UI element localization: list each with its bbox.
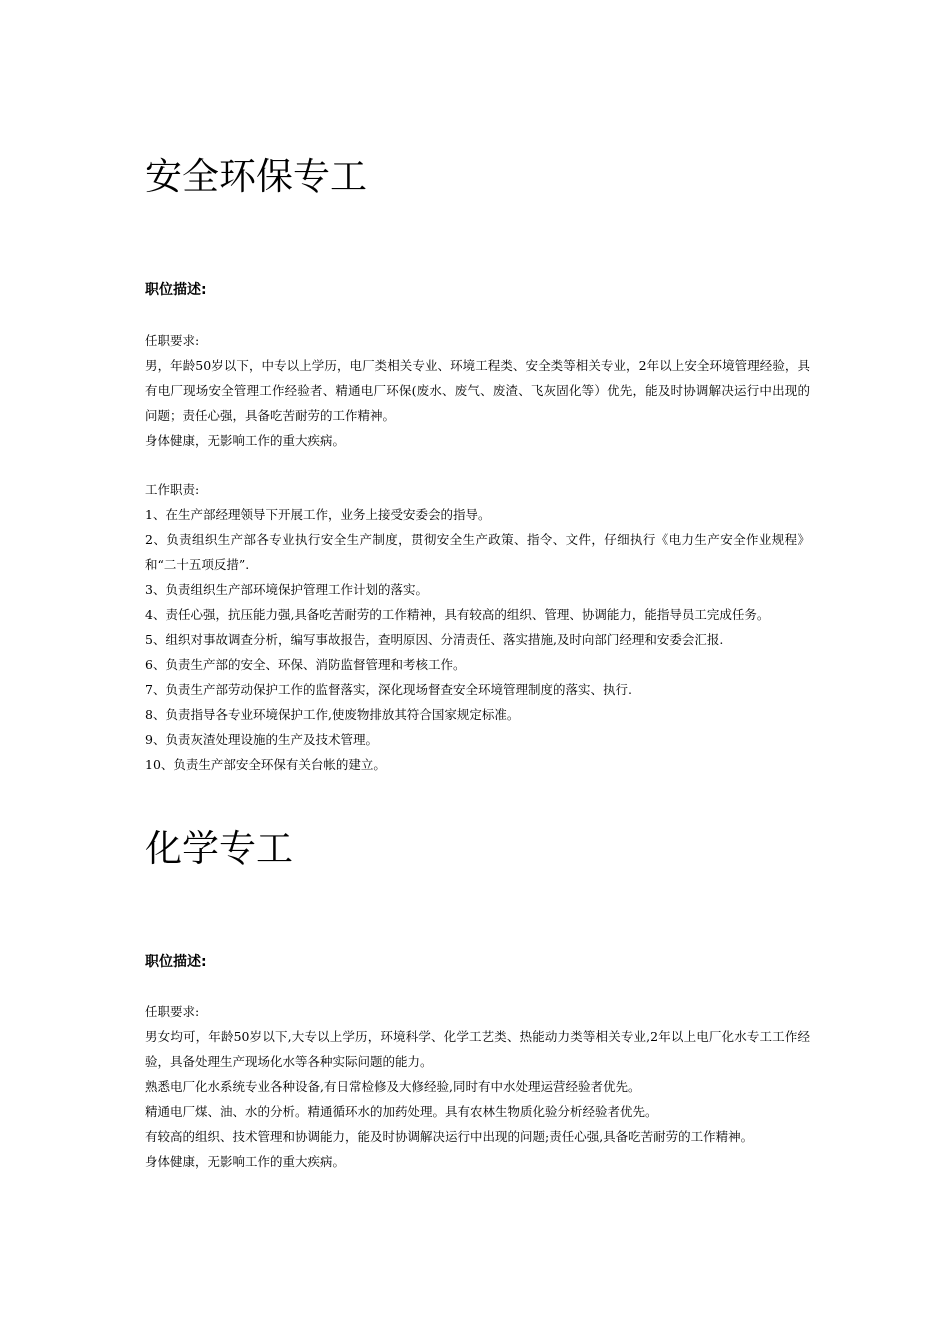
job-section-safety xyxy=(145,155,810,772)
job-title: 安全环保专工 xyxy=(145,155,367,198)
job-title: 化学专工 xyxy=(145,827,293,870)
job-description-heading: 职位描述: xyxy=(145,954,207,970)
requirements-label: 任职要求: xyxy=(145,1004,200,1019)
duty-item: 6、负责生产部的安全、环保、消防监督管理和考核工作。 xyxy=(145,657,466,672)
duty-item: 7、负责生产部劳动保护工作的监督落实，深化现场督查安全环境管理制度的落实、执行. xyxy=(145,682,632,697)
duty-item: 9、负责灰渣处理设施的生产及技术管理。 xyxy=(145,732,378,747)
job-description-heading: 职位描述: xyxy=(145,282,207,298)
requirements-block xyxy=(145,328,810,453)
duty-item: 4、责任心强，抗压能力强,具备吃苦耐劳的工作精神，具有较高的组织、管理、协调能力，能指导员工完成任务。 xyxy=(145,607,770,622)
duties-label: 工作职责: xyxy=(145,482,200,497)
requirements-label: 任职要求: xyxy=(145,333,200,348)
requirement-item: 身体健康，无影响工作的重大疾病。 xyxy=(145,1154,346,1169)
requirement-item: 精通电厂煤、油、水的分析。精通循环水的加药处理。具有农林生物质化验分析经验者优先。 xyxy=(145,1104,658,1119)
requirement-item: 男女均可，年龄50岁以下,大专以上学历，环境科学、化学工艺类、热能动力类等相关专业,2年以上电厂化水专工工作经验，具备处理生产现场化水等各种实际问题的能力。 xyxy=(145,1029,810,1069)
requirement-item: 有较高的组织、技术管理和协调能力，能及时协调解决运行中出现的问题;责任心强,具备吃苦耐劳的工作精神。 xyxy=(145,1129,754,1144)
duty-item: 10、负责生产部安全环保有关台帐的建立。 xyxy=(145,757,386,772)
requirement-item: 熟悉电厂化水系统专业各种设备,有日常检修及大修经验,同时有中水处理运营经验者优先。 xyxy=(145,1079,641,1094)
requirement-item: 男，年龄50岁以下，中专以上学历，电厂类相关专业、环境工程类、安全类等相关专业，2年以上安全环境管理经验，具有电厂现场安全管理工作经验者、精通电厂环保(废水、废气、废渣、飞灰固化等）优先，能及时协调解决运行中出现的问题；责任心强，具备吃苦耐劳的工作精神。 xyxy=(145,358,810,423)
requirements-block xyxy=(145,999,810,1174)
duty-item: 5、组织对事故调查分析，编写事故报告，查明原因、分清责任、落实措施,及时向部门经理和安委会汇报. xyxy=(145,632,724,647)
duty-item: 2、负责组织生产部各专业执行安全生产制度，贯彻安全生产政策、指令、文件，仔细执行《电力生产安全作业规程》和“二十五项反措”. xyxy=(145,532,810,572)
requirement-item: 身体健康，无影响工作的重大疾病。 xyxy=(145,433,346,448)
duty-item: 1、在生产部经理领导下开展工作，业务上接受安委会的指导。 xyxy=(145,507,491,522)
job-section-chemistry xyxy=(145,827,810,1169)
duty-item: 3、负责组织生产部环境保护管理工作计划的落实。 xyxy=(145,582,428,597)
duty-item: 8、负责指导各专业环境保护工作,使废物排放其符合国家规定标准。 xyxy=(145,707,520,722)
duties-block xyxy=(145,477,810,777)
